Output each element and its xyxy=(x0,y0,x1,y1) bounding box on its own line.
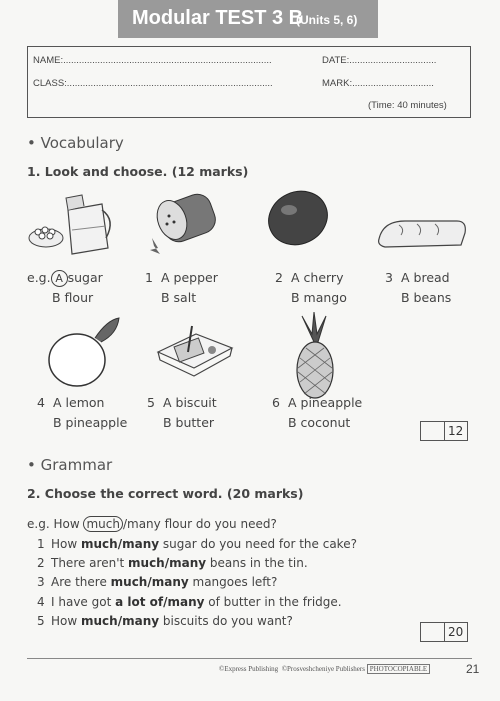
word-choice: much/many xyxy=(128,556,207,570)
pineapple-icon xyxy=(292,312,337,402)
grammar-sentence-1[interactable]: 1 How much/many sugar do you need for the cake? xyxy=(37,537,357,551)
vocabulary-question: 1. Look and choose. (12 marks) xyxy=(27,164,249,179)
grammar-score: 20 xyxy=(448,625,464,639)
word-choice: a lot of/many xyxy=(115,595,205,609)
test-title: Modular TEST 3 B xyxy=(132,7,304,29)
time-note: (Time: 40 minutes) xyxy=(368,100,447,111)
vocabulary-heading: • Vocabulary xyxy=(27,134,124,152)
name-field[interactable]: NAME:............................................................................... xyxy=(33,55,272,66)
vocab-item-4-b[interactable]: B pineapple xyxy=(53,415,128,430)
vocab-item-4-a[interactable]: 4 A lemon xyxy=(37,395,105,410)
grammar-score-box xyxy=(420,622,468,642)
name-label: NAME: xyxy=(33,55,64,66)
vocab-item-6-b[interactable]: B coconut xyxy=(288,415,351,430)
grammar-question: 2. Choose the correct word. (20 marks) xyxy=(27,486,304,501)
grammar-sentence-3[interactable]: 3 Are there much/many mangoes left? xyxy=(37,575,278,589)
vocab-item-eg-b[interactable]: B flour xyxy=(52,290,94,305)
publisher-credit-2: ©Prosveshcheniye Publishers xyxy=(281,665,365,673)
butter-dish-icon xyxy=(152,322,237,382)
footer-divider xyxy=(27,658,472,659)
vocab-item-2-a[interactable]: 2 A cherry xyxy=(275,270,344,285)
class-label: CLASS: xyxy=(33,78,67,89)
circled-word: much xyxy=(83,516,123,532)
option-a: sugar xyxy=(67,270,103,285)
vocab-item-5-a[interactable]: 5 A biscuit xyxy=(147,395,217,410)
salt-shaker-icon xyxy=(142,188,227,258)
word-choice: much/many xyxy=(81,614,160,628)
grammar-sentence-4[interactable]: 4 I have got a lot of/many of butter in the fridge. xyxy=(37,595,342,609)
sugar-jar-icon xyxy=(24,190,119,260)
title-band xyxy=(118,0,378,38)
grammar-sentence-5[interactable]: 5 How much/many biscuits do you want? xyxy=(37,614,293,628)
vocab-item-6-a[interactable]: 6 A pineapple xyxy=(272,395,363,410)
vocab-item-1-a[interactable]: 1 A pepper xyxy=(145,270,218,285)
bread-loaf-icon xyxy=(375,215,470,250)
mango-icon xyxy=(265,190,335,250)
mark-field[interactable]: MARK:............................... xyxy=(322,78,434,89)
vocab-item-5-b[interactable]: B butter xyxy=(163,415,215,430)
publisher-credit-1: ©Express Publishing xyxy=(219,665,279,673)
circled-answer: A xyxy=(51,270,68,287)
footer-credits xyxy=(219,665,430,673)
grammar-heading: • Grammar xyxy=(27,456,113,474)
photocopiable-badge: PHOTOCOPIABLE xyxy=(367,664,430,674)
class-field[interactable]: CLASS:.............................................................................. xyxy=(33,78,273,89)
page-number: 21 xyxy=(466,662,480,676)
vocab-item-1-b[interactable]: B salt xyxy=(161,290,197,305)
vocab-item-eg[interactable] xyxy=(27,270,103,287)
date-field[interactable]: DATE:................................. xyxy=(322,55,437,66)
student-info-box xyxy=(27,46,471,118)
grammar-sentence-2[interactable]: 2 There aren't much/many beans in the tin. xyxy=(37,556,308,570)
vocab-item-3-a[interactable]: 3 A bread xyxy=(385,270,450,285)
grammar-example: e.g. How much /many flour do you need? xyxy=(27,517,277,531)
date-label: DATE: xyxy=(322,55,350,66)
vocab-item-2-b[interactable]: B mango xyxy=(291,290,347,305)
test-units: (Units 5, 6) xyxy=(296,13,358,27)
lemon-icon xyxy=(45,316,125,391)
item-number: e.g. xyxy=(27,270,51,285)
word-choice: much/many xyxy=(110,575,189,589)
vocabulary-score-box xyxy=(420,421,468,441)
vocabulary-score: 12 xyxy=(448,424,464,438)
mark-label: MARK: xyxy=(322,78,353,89)
word-choice: much/many xyxy=(81,537,160,551)
vocab-item-3-b[interactable]: B beans xyxy=(401,290,452,305)
